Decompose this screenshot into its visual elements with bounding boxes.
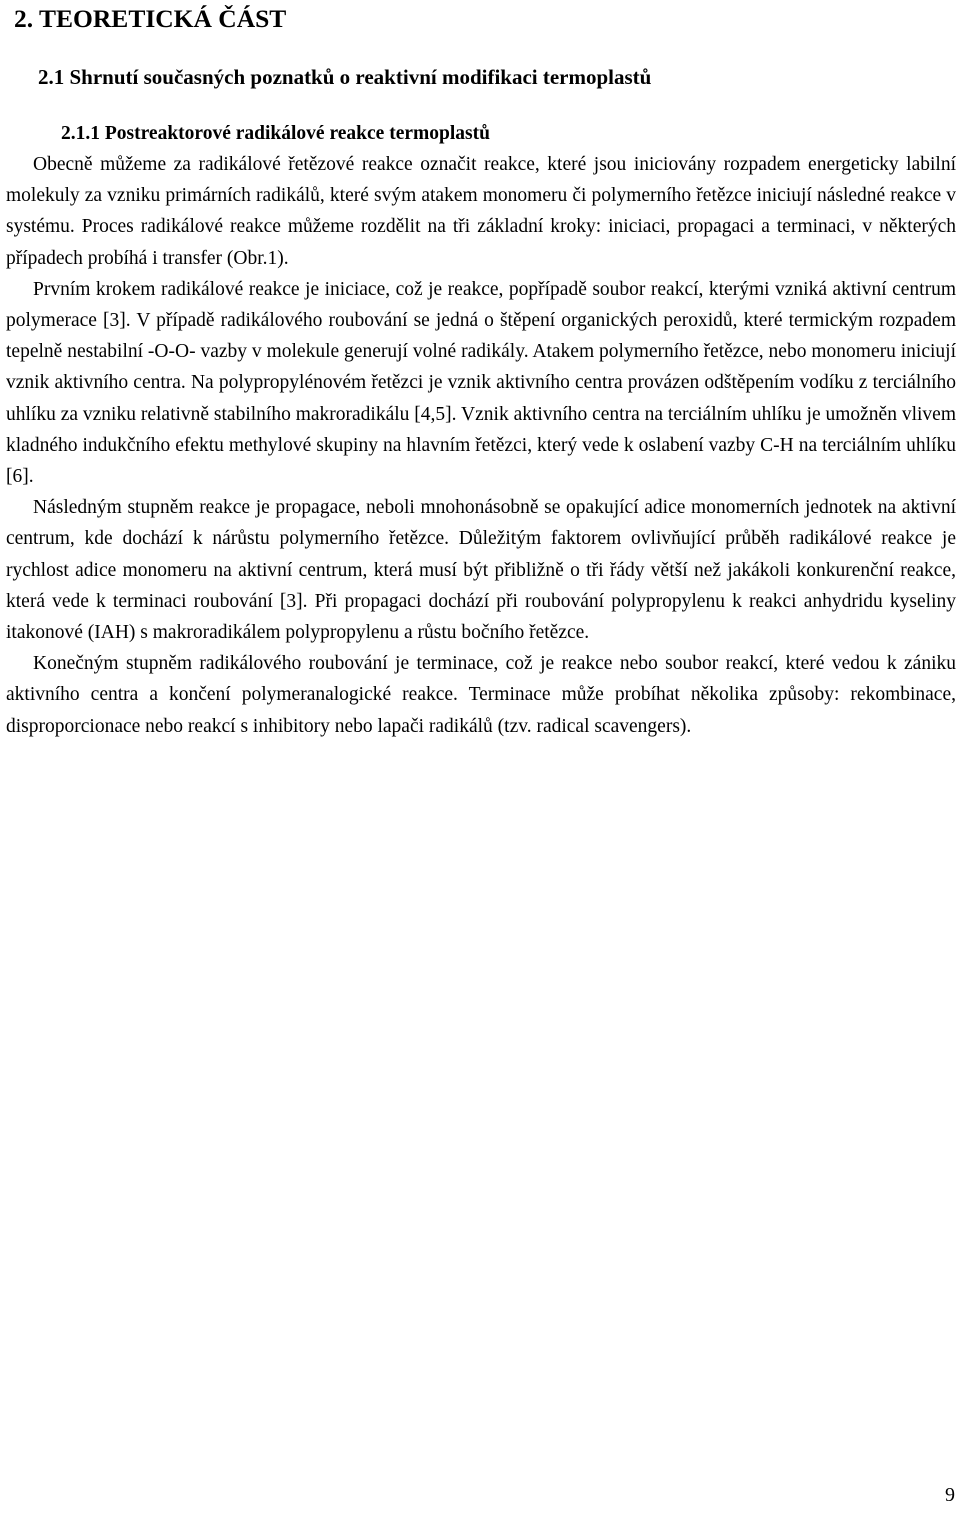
paragraph-2: Prvním krokem radikálové reakce je iniciace, což je reakce, popřípadě soubor reakcí, kterými vzniká aktivní centrum polymerace [3]. V případě radikálového roubování se jedná o štěpení organických peroxidů, které termickým rozpadem tepelně nestabilní -O-O- vazby v molekule generují volné radikály. Atakem polymerního řetězce, nebo monomeru iniciují vznik aktivního centra. Na polypropylénovém řetězci je vznik aktivního centra provázen odštěpením vodíku z terciálního uhlíku za vzniku relativně stabilního makroradikálu [4,5]. Vznik aktivního centra na terciálním uhlíku je umožněn vlivem kladného indukčního efektu methylové skupiny na hlavním řetězci, který vede k oslabení vazby C-H na terciálním uhlíku [6]. xyxy=(6,278,956,488)
body-text xyxy=(6,119,956,742)
paragraph-1: Obecně můžeme za radikálové řetězové reakce označit reakce, které jsou iniciovány rozpadem energeticky labilní molekuly za vzniku primárních radikálů, které svým atakem monomeru či polymerního řetězce iniciují následné reakce v systému. Proces radikálové reakce můžeme rozdělit na tři základní kroky: iniciaci, propagaci a terminaci, v některých případech probíhá i transfer (Obr.1). xyxy=(6,154,956,269)
paragraph-3: Následným stupněm reakce je propagace, neboli mnohonásobně se opakující adice monomerních jednotek na aktivní centrum, kde dochází k nárůstu polymerního řetězce. Důležitým faktorem ovlivňující průběh radikálové reakce je rychlost adice monomeru na aktivní centrum, která musí být přibližně o tři řády větší než jakákoli konkurenční reakce, která vede k terminaci roubování [3]. Při propagaci dochází při roubování polypropylenu k reakci anhydridu kyseliny itakonové (IAH) s makroradikálem polypropylenu a růstu bočního řetězce. xyxy=(6,497,956,644)
paragraph-4: Konečným stupněm radikálového roubování je terminace, což je reakce nebo soubor reakcí, které vedou k zániku aktivního centra a končení polymeranalogické reakce. Terminace může probíhat několika způsoby: rekombinace, disproporcionace nebo reakcí s inhibitory nebo lapači radikálů (tzv. radical scavengers). xyxy=(6,653,956,737)
section-heading: 2.1 Shrnutí současných poznatků o reaktivní modifikaci termoplastů xyxy=(38,65,652,89)
chapter-heading: 2. TEORETICKÁ ČÁST xyxy=(14,4,287,33)
subsection-heading: 2.1.1 Postreaktorové radikálové reakce termoplastů xyxy=(61,123,490,144)
page-number: 9 xyxy=(945,1484,955,1506)
